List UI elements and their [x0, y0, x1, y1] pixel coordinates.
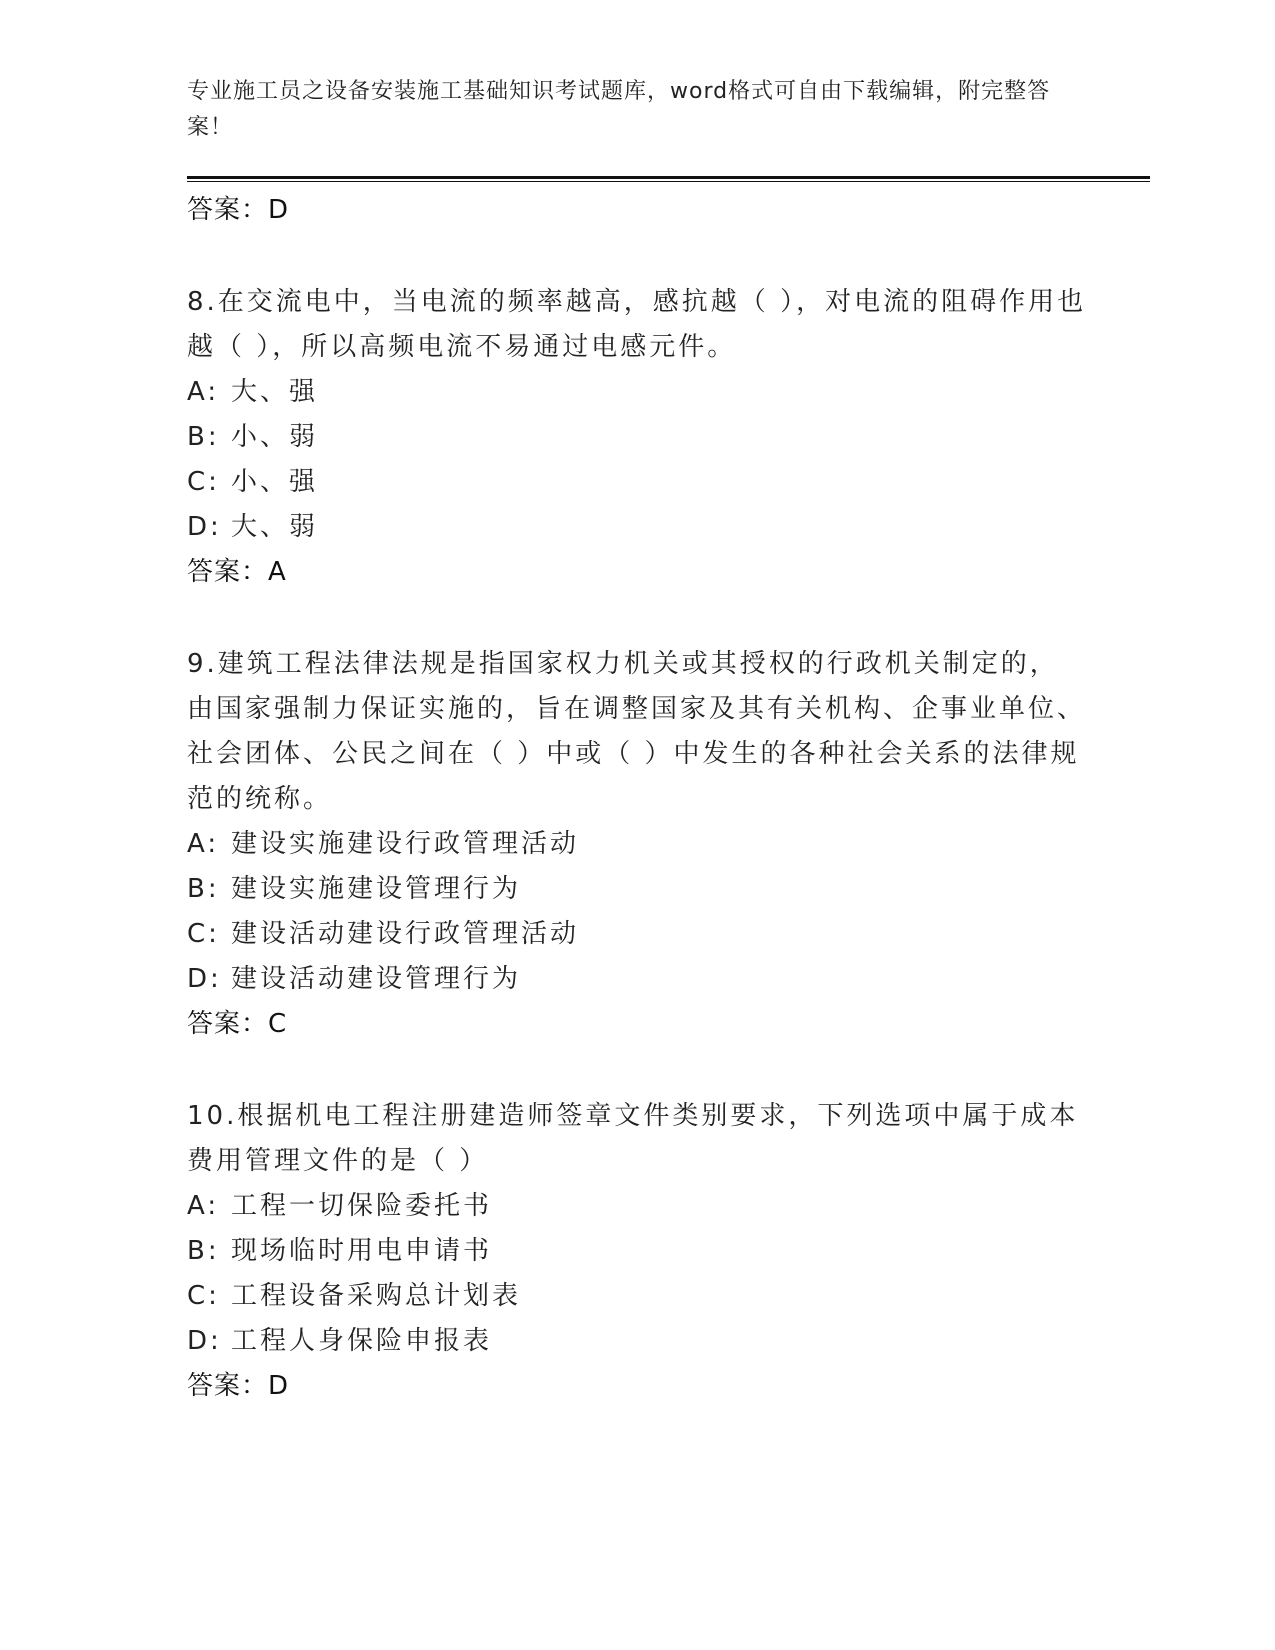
option-letter: C:: [187, 467, 220, 497]
option-text: 工程人身保险申报表: [231, 1326, 493, 1356]
option-text: 小、弱: [231, 422, 319, 452]
option-letter: B:: [187, 874, 220, 904]
question-9: [187, 642, 1087, 1046]
option-letter: A:: [187, 377, 220, 407]
option-a: [187, 822, 1087, 867]
option-text: 建设实施建设行政管理活动: [231, 829, 580, 859]
option-text: 小、强: [231, 467, 319, 497]
option-d: [187, 1319, 1087, 1364]
option-b: [187, 867, 1087, 912]
question-text: 8.在交流电中，当电流的频率越高，感抗越（ ），对电流的阻碍作用也越（ ），所以高频电流不易通过电感元件。: [187, 287, 1087, 362]
option-c: [187, 1274, 1087, 1319]
option-b: [187, 1229, 1087, 1274]
option-c: [187, 912, 1087, 957]
option-letter: A:: [187, 829, 220, 859]
option-text: 工程一切保险委托书: [231, 1191, 493, 1221]
option-d: [187, 505, 1087, 550]
header-divider-thin: [187, 181, 1150, 182]
question-10: [187, 1094, 1087, 1408]
option-text: 工程设备采购总计划表: [231, 1281, 522, 1311]
question-text: 9.建筑工程法律法规是指国家权力机关或其授权的行政机关制定的，由国家强制力保证实施的，旨在调整国家及其有关机构、企事业单位、社会团体、公民之间在（ ）中或（ ）中发生的各种社会关系的法律规范的统称。: [187, 649, 1087, 814]
question-8: [187, 280, 1087, 594]
option-a: [187, 1184, 1087, 1229]
option-letter: D:: [187, 1326, 222, 1356]
option-letter: C:: [187, 919, 220, 949]
option-letter: B:: [187, 1236, 220, 1266]
option-letter: D:: [187, 964, 222, 994]
option-letter: B:: [187, 422, 220, 452]
document-header: 专业施工员之设备安装施工基础知识考试题库，word格式可自由下载编辑，附完整答案！: [187, 79, 1051, 140]
question-text: 10.根据机电工程注册建造师签章文件类别要求，下列选项中属于成本费用管理文件的是（ ）: [187, 1101, 1079, 1176]
previous-answer: 答案：D: [187, 195, 290, 225]
option-b: [187, 415, 1087, 460]
answer-line: 答案：A: [187, 557, 287, 587]
option-text: 建设活动建设行政管理活动: [231, 919, 580, 949]
option-c: [187, 460, 1087, 505]
answer-line: 答案：D: [187, 1371, 290, 1401]
option-letter: A:: [187, 1191, 220, 1221]
option-letter: C:: [187, 1281, 220, 1311]
option-text: 现场临时用电申请书: [231, 1236, 493, 1266]
option-text: 大、弱: [231, 512, 319, 542]
option-text: 建设实施建设管理行为: [231, 874, 522, 904]
option-a: [187, 370, 1087, 415]
question-list: [187, 188, 1087, 1408]
option-letter: D:: [187, 512, 222, 542]
option-text: 大、强: [231, 377, 319, 407]
option-text: 建设活动建设管理行为: [231, 964, 522, 994]
option-d: [187, 957, 1087, 1002]
header-divider-thick: [187, 176, 1150, 179]
answer-line: 答案：C: [187, 1009, 288, 1039]
